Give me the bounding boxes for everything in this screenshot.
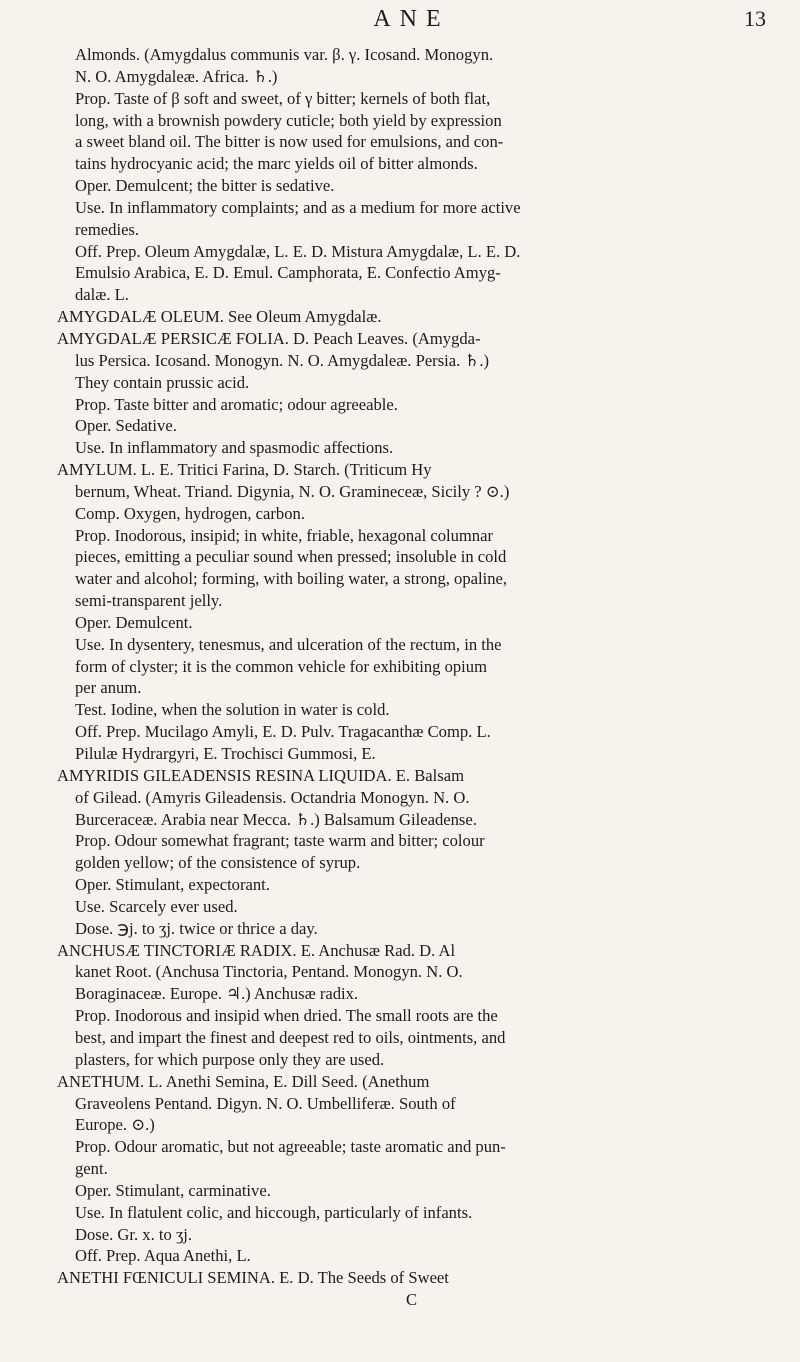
- text-line: golden yellow; of the consistence of syrup.: [75, 853, 361, 873]
- text-line: Prop. Odour somewhat fragrant; taste warm and bitter; colour: [75, 831, 485, 851]
- text-line: Europe. ⊙.): [75, 1115, 155, 1135]
- text-line: Use. In flatulent colic, and hiccough, particularly of infants.: [75, 1202, 473, 1222]
- text-line: Use. Scarcely ever used.: [75, 896, 238, 916]
- text-line: Oper. Stimulant, expectorant.: [75, 875, 270, 895]
- text-line: of Gilead. (Amyris Gileadensis. Octandria Monogyn. N. O.: [75, 787, 470, 807]
- text-line: form of clyster; it is the common vehicle for exhibiting opium: [75, 656, 487, 676]
- text-line: Use. In dysentery, tenesmus, and ulceration of the rectum, in the: [75, 634, 502, 654]
- text-line: water and alcohol; forming, with boiling water, a strong, opaline,: [75, 569, 508, 589]
- text-line: Prop. Odour aromatic, but not agreeable; taste aromatic and pun-: [75, 1137, 506, 1157]
- text-line: Off. Prep. Mucilago Amyli, E. D. Pulv. Tragacanthæ Comp. L.: [75, 722, 491, 742]
- text-line: Graveolens Pentand. Digyn. N. O. Umbelliferæ. South of: [75, 1093, 456, 1113]
- text-line: bernum, Wheat. Triand. Digynia, N. O. Gramineceæ, Sicily ? ⊙.): [75, 481, 510, 501]
- text-line: Test. Iodine, when the solution in water is cold.: [75, 700, 390, 720]
- text-line: remedies.: [75, 219, 140, 239]
- entry-heading-line: ANETHI FŒNICULI SEMINA. E. D. The Seeds of Sweet: [57, 1268, 449, 1288]
- text-line: Prop. Inodorous, insipid; in white, friable, hexagonal columnar: [75, 525, 493, 545]
- text-line: dalæ. L.: [75, 285, 129, 305]
- text-line: N. O. Amygdaleæ. Africa. ♄.): [75, 66, 278, 86]
- text-line: tains hydrocyanic acid; the marc yields oil of bitter almonds.: [75, 154, 478, 174]
- text-line: Comp. Oxygen, hydrogen, carbon.: [75, 503, 305, 523]
- text-line: Prop. Taste bitter and aromatic; odour agreeable.: [75, 394, 398, 414]
- text-line: Off. Prep. Aqua Anethi, L.: [75, 1246, 251, 1266]
- page-number: 13: [744, 6, 766, 31]
- text-line: long, with a brownish powdery cuticle; both yield by expression: [75, 110, 502, 130]
- text-line: Oper. Demulcent; the bitter is sedative.: [75, 176, 335, 196]
- text-line: Oper. Demulcent.: [75, 612, 193, 632]
- text-line: Boraginaceæ. Europe. ♃.) Anchusæ radix.: [75, 984, 359, 1004]
- text-line: Pilulæ Hydrargyri, E. Trochisci Gummosi, E.: [75, 744, 376, 763]
- text-line: best, and impart the finest and deepest red to oils, ointments, and: [75, 1027, 506, 1047]
- dictionary-entries: [57, 44, 766, 1311]
- entry-heading-line: AMYRIDIS GILEADENSIS RESINA LIQUIDA. E. Balsam: [57, 765, 464, 785]
- text-line: per anum.: [75, 678, 142, 698]
- text-line: Prop. Inodorous and insipid when dried. The small roots are the: [75, 1006, 498, 1026]
- text-line: plasters, for which purpose only they are used.: [75, 1049, 385, 1069]
- text-line: Use. In inflammatory and spasmodic affections.: [75, 438, 394, 458]
- text-line: Emulsio Arabica, E. D. Emul. Camphorata, E. Confectio Amyg-: [75, 263, 501, 283]
- text-line: Burceraceæ. Arabia near Mecca. ♄.) Balsamum Gileadense.: [75, 809, 477, 829]
- text-line: Use. In inflammatory complaints; and as a medium for more active: [75, 197, 521, 217]
- text-line: Oper. Sedative.: [75, 416, 177, 436]
- running-title: ANE: [373, 6, 450, 32]
- text-line: Oper. Stimulant, carminative.: [75, 1180, 271, 1200]
- entry-heading-line: AMYGDALÆ OLEUM. See Oleum Amygdalæ.: [57, 307, 382, 327]
- page-header: [57, 0, 766, 44]
- text-line: kanet Root. (Anchusa Tinctoria, Pentand. Monogyn. N. O.: [75, 962, 463, 982]
- text-line: lus Persica. Icosand. Monogyn. N. O. Amygdaleæ. Persia. ♄.): [75, 350, 489, 370]
- entry-heading-line: ANETHUM. L. Anethi Semina, E. Dill Seed. (Anethum: [57, 1071, 430, 1091]
- text-line: gent.: [75, 1159, 108, 1179]
- text-line: pieces, emitting a peculiar sound when pressed; insoluble in cold: [75, 547, 507, 567]
- text-line: They contain prussic acid.: [75, 372, 250, 392]
- entry-heading-line: AMYGDALÆ PERSICÆ FOLIA. D. Peach Leaves. (Amygda-: [57, 328, 481, 348]
- entry-heading-line: C: [405, 1290, 418, 1310]
- entry-heading-line: AMYLUM. L. E. Tritici Farina, D. Starch. (Triticum Hy: [57, 460, 432, 480]
- text-line: Dose. Gr. x. to ʒj.: [75, 1224, 193, 1244]
- text-line: Dose. ℈j. to ʒj. twice or thrice a day.: [75, 918, 318, 938]
- text-line: semi-transparent jelly.: [75, 591, 223, 611]
- text-line: a sweet bland oil. The bitter is now used for emulsions, and con-: [75, 132, 504, 152]
- text-line: Prop. Taste of β soft and sweet, of γ bitter; kernels of both flat,: [75, 88, 491, 108]
- text-line: Almonds. (Amygdalus communis var. β. γ. Icosand. Monogyn.: [75, 45, 494, 64]
- text-line: Off. Prep. Oleum Amygdalæ, L. E. D. Mistura Amygdalæ, L. E. D.: [75, 241, 521, 261]
- entry-heading-line: ANCHUSÆ TINCTORIÆ RADIX. E. Anchusæ Rad. D. Al: [57, 940, 456, 960]
